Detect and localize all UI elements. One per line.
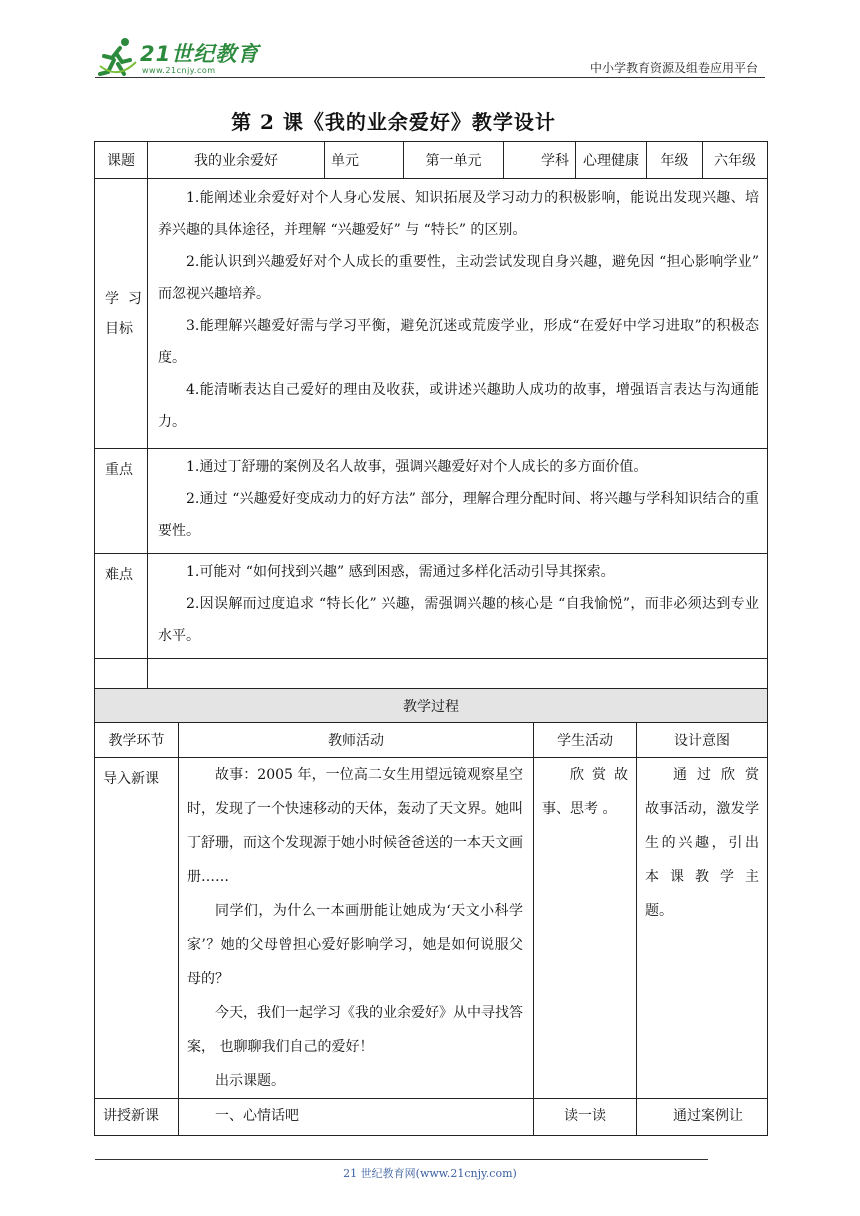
footer-divider [95,1159,708,1160]
objectives-row [95,179,768,449]
subject-value: 心理健康 [576,142,647,179]
teacher-cell [179,1099,534,1136]
footer-text: 21 世纪教育网(www.21cnjy.com) [343,1167,517,1180]
process-header-row [95,723,768,758]
difficulties-content [148,554,768,659]
difficulty-item: 1.可能对 “如何找到兴趣” 感到困惑，需通过多样化活动引导其探索。 [186,564,615,580]
col-intent-header: 设计意图 [637,723,768,758]
process-section-title: 教学过程 [95,689,768,723]
page-title: 第 2 课《我的业余爱好》教学设计 [231,110,556,134]
platform-name: 中小学教育资源及组卷应用平台 [589,61,758,75]
teaching-process-table [94,688,768,1136]
objective-item: 1.能阐述业余爱好对个人身心发展、知识拓展及学习动力的积极影响，能说出发现兴趣、培养兴趣的具体途径，并理解 “兴趣爱好” 与 “特长” 的区别。 [158,190,759,238]
process-section-row [95,689,768,723]
blank-cell [148,659,768,692]
key-points-row [95,449,768,554]
table-row [95,758,768,1099]
objectives-label [95,179,148,449]
logo-text: 21世纪教育 [140,42,260,66]
info-row [95,142,768,179]
objectives-label-line1: 学 习 [105,290,142,307]
teacher-cell [179,758,534,1099]
student-cell: 欣 赏 故 事、思考 。 [534,758,637,1099]
difficulties-row [95,554,768,659]
unit-value: 第一单元 [404,142,504,179]
course-label: 课题 [95,142,148,179]
intent-cell: 通过案例让 [637,1099,768,1136]
grade-label: 年级 [647,142,703,179]
teacher-paragraph: 同学们，为什么一本画册能让她成为‘天文小科学家’？她的父母曾担心爱好影响学习，她是如何说服父母的？ [187,903,523,987]
col-teacher-header: 教师活动 [179,723,534,758]
unit-label: 单元 [325,142,404,179]
subject-label: 学科 [504,142,576,179]
blank-row [95,659,768,692]
key-point-item: 2.通过 “兴趣爱好变成动力的好方法” 部分，理解合理分配时间、将兴趣与学科知识结合的重要性。 [158,491,759,539]
col-student-header: 学生活动 [534,723,637,758]
teacher-paragraph: 今天，我们一起学习《我的业余爱好》从中寻找答案， 也聊聊我们自己的爱好！ [187,1005,523,1055]
table-row [95,1099,768,1136]
blank-cell [95,659,148,692]
teacher-paragraph: 一、心情话吧 [215,1108,299,1124]
key-points-content [148,449,768,554]
lesson-info-table [94,141,768,692]
student-cell: 读一读 [534,1099,637,1136]
logo-url: www.21cnjy.com [142,66,216,75]
key-points-label: 重点 [95,449,148,554]
grade-value: 六年级 [703,142,768,179]
difficulties-label: 难点 [95,554,148,659]
objective-item: 2.能认识到兴趣爱好对个人成长的重要性，主动尝试发现自身兴趣，避免因 “担心影响学业” 而忽视兴趣培养。 [158,254,759,302]
stage-cell: 导入新课 [95,758,179,1099]
difficulty-item: 2.因误解而过度追求 “特长化” 兴趣，需强调兴趣的核心是 “自我愉悦”，而非必须达到专业水平。 [158,596,759,644]
stage-cell: 讲授新课 [95,1099,179,1136]
course-value: 我的业余爱好 [148,142,325,179]
objective-item: 4.能清晰表达自己爱好的理由及收获，或讲述兴趣助人成功的故事，增强语言表达与沟通能力。 [158,382,759,430]
objectives-label-line2: 目标 [105,320,133,337]
site-logo [98,36,268,80]
running-figure-icon [98,36,138,80]
teacher-paragraph: 故事：2005 年，一位高二女生用望远镜观察星空时，发现了一个快速移动的天体，轰动了天文界。她叫丁舒珊，而这个发现源于她小时候爸爸送的一本天文画册…… [187,767,523,885]
teacher-paragraph: 出示课题。 [215,1073,285,1089]
intent-cell: 通 过 欣 赏 故事活动，激发学生的兴趣，引出 本 课 教 学 主题。 [637,758,768,1099]
header-divider [95,77,765,78]
col-stage-header: 教学环节 [95,723,179,758]
objective-item: 3.能理解兴趣爱好需与学习平衡，避免沉迷或荒废学业，形成“在爱好中学习进取”的积极态度。 [158,318,759,366]
key-point-item: 1.通过丁舒珊的案例及名人故事，强调兴趣爱好对个人成长的多方面价值。 [186,459,648,475]
objectives-content [148,179,768,449]
